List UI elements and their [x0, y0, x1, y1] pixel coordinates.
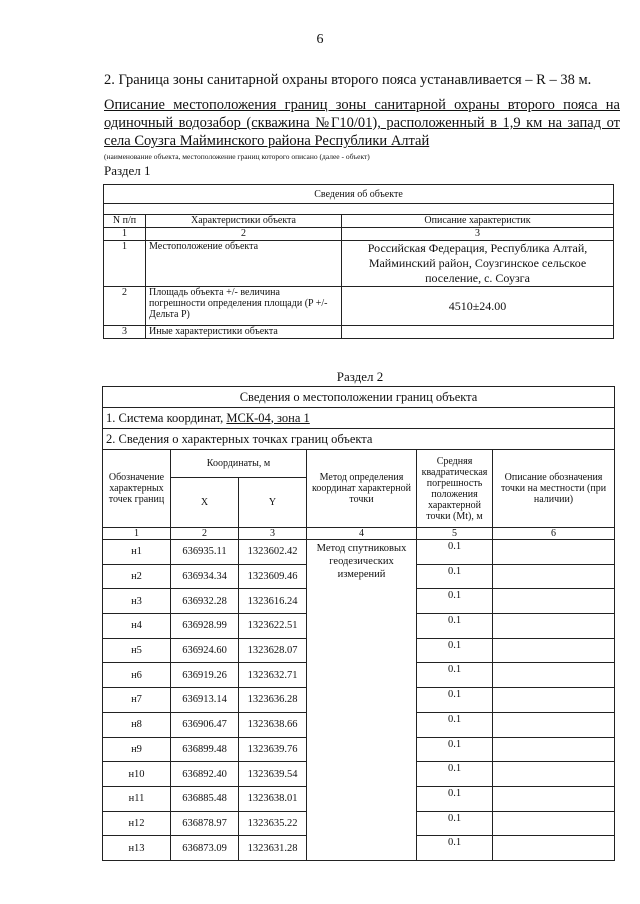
header-accuracy: Средняя квадратическая погрешность положения характерной точки (Mt), м	[417, 450, 493, 528]
table-row	[103, 540, 615, 565]
point-label: н11	[103, 786, 171, 811]
method-cell: Метод спутниковых геодезических измерений	[307, 540, 417, 861]
column-number: 4	[307, 528, 417, 540]
page-number: 6	[316, 32, 324, 47]
point-label: н10	[103, 762, 171, 787]
point-accuracy: 0.1	[417, 762, 493, 787]
column-number: 2	[171, 528, 239, 540]
point-label: н3	[103, 589, 171, 614]
header-point: Обозначение характерных точек границ	[103, 450, 171, 528]
point-description	[493, 614, 615, 639]
sanitary-zone-radius-text: 2. Граница зоны санитарной охраны второго пояса устанавливается – R – 38 м.	[104, 72, 592, 88]
point-description	[493, 663, 615, 688]
boundary-points-table	[102, 386, 615, 861]
row-characteristic: Иные характеристики объекта	[146, 326, 342, 339]
row-characteristic: Площадь объекта +/- величина погрешности определения площади (P +/- Дельта P)	[146, 287, 342, 326]
point-label: н6	[103, 663, 171, 688]
header-characteristic: Характеристики объекта	[146, 215, 342, 228]
header-coordinates: Координаты, м	[171, 450, 307, 478]
point-description	[493, 712, 615, 737]
point-y: 1323638.66	[239, 712, 307, 737]
point-x: 636873.09	[171, 836, 239, 861]
object-info-table-title: Сведения об объекте	[104, 185, 614, 204]
header-x: X	[171, 478, 239, 528]
column-number: 3	[239, 528, 307, 540]
column-number: 1	[103, 528, 171, 540]
point-accuracy: 0.1	[417, 688, 493, 713]
row-value: 4510±24.00	[342, 287, 614, 326]
point-y: 1323609.46	[239, 564, 307, 589]
header-method: Метод определения координат характерной точки	[307, 450, 417, 528]
point-accuracy: 0.1	[417, 638, 493, 663]
point-accuracy: 0.1	[417, 614, 493, 639]
row-number: 2	[104, 287, 146, 326]
point-x: 636906.47	[171, 712, 239, 737]
points-heading: 2. Сведения о характерных точках границ объекта	[103, 429, 615, 450]
row-value	[342, 326, 614, 339]
point-x: 636913.14	[171, 688, 239, 713]
point-x: 636899.48	[171, 737, 239, 762]
point-label: н9	[103, 737, 171, 762]
point-description	[493, 786, 615, 811]
boundary-table-title: Сведения о местоположении границ объекта	[103, 387, 615, 408]
point-x: 636935.11	[171, 540, 239, 565]
table-row	[104, 241, 614, 287]
point-x: 636919.26	[171, 663, 239, 688]
point-label: н5	[103, 638, 171, 663]
point-y: 1323622.51	[239, 614, 307, 639]
object-description: Описание местоположения границ зоны санитарной охраны второго пояса на одиночный водозабор (скважина №Г10/01), расположенный в 1,9 км на запад от села Соузга Майминского района Республики Алтай	[104, 97, 620, 149]
header-y: Y	[239, 478, 307, 528]
header-description: Описание характеристик	[342, 215, 614, 228]
point-x: 636932.28	[171, 589, 239, 614]
point-description	[493, 564, 615, 589]
point-accuracy: 0.1	[417, 836, 493, 861]
point-accuracy: 0.1	[417, 712, 493, 737]
point-accuracy: 0.1	[417, 540, 493, 565]
row-number: 1	[104, 241, 146, 287]
point-description	[493, 811, 615, 836]
point-label: н4	[103, 614, 171, 639]
coordinate-system-label: 1. Система координат,	[106, 410, 227, 425]
point-description	[493, 638, 615, 663]
point-description	[493, 737, 615, 762]
table-row	[104, 326, 614, 339]
point-label: н2	[103, 564, 171, 589]
point-x: 636928.99	[171, 614, 239, 639]
point-y: 1323631.28	[239, 836, 307, 861]
row-characteristic: Местоположение объекта	[146, 241, 342, 287]
point-accuracy: 0.1	[417, 737, 493, 762]
point-label: н12	[103, 811, 171, 836]
point-description	[493, 540, 615, 565]
point-x: 636934.34	[171, 564, 239, 589]
point-y: 1323639.76	[239, 737, 307, 762]
point-description	[493, 836, 615, 861]
section2-title: Раздел 2	[336, 369, 384, 384]
point-x: 636892.40	[171, 762, 239, 787]
point-accuracy: 0.1	[417, 811, 493, 836]
column-number: 1	[104, 228, 146, 241]
point-accuracy: 0.1	[417, 663, 493, 688]
point-label: н13	[103, 836, 171, 861]
section1-title: Раздел 1	[104, 163, 151, 178]
point-label: н8	[103, 712, 171, 737]
point-y: 1323632.71	[239, 663, 307, 688]
row-value: Российская Федерация, Республика Алтай, Майминский район, Соузгинское сельское поселение, с. Соузга	[342, 241, 614, 287]
object-info-table	[103, 184, 614, 339]
point-x: 636924.60	[171, 638, 239, 663]
table-spacer	[104, 204, 614, 215]
column-number: 2	[146, 228, 342, 241]
header-number: N п/п	[104, 215, 146, 228]
column-number: 5	[417, 528, 493, 540]
point-description	[493, 762, 615, 787]
point-description	[493, 589, 615, 614]
point-y: 1323636.28	[239, 688, 307, 713]
point-y: 1323616.24	[239, 589, 307, 614]
point-y: 1323639.54	[239, 762, 307, 787]
object-description-note: (наименование объекта, местоположение границ которого описано (далее - объект)	[104, 152, 370, 161]
point-label: н7	[103, 688, 171, 713]
point-accuracy: 0.1	[417, 589, 493, 614]
point-accuracy: 0.1	[417, 786, 493, 811]
point-label: н1	[103, 540, 171, 565]
point-y: 1323602.42	[239, 540, 307, 565]
header-point-description: Описание обозначения точки на местности (при наличии)	[493, 450, 615, 528]
coordinate-system-row	[103, 408, 615, 429]
coordinate-system-value: МСК-04, зона 1	[226, 410, 310, 425]
point-y: 1323628.07	[239, 638, 307, 663]
column-number: 6	[493, 528, 615, 540]
column-number: 3	[342, 228, 614, 241]
row-number: 3	[104, 326, 146, 339]
point-description	[493, 688, 615, 713]
point-accuracy: 0.1	[417, 564, 493, 589]
table-row	[104, 287, 614, 326]
point-x: 636885.48	[171, 786, 239, 811]
point-y: 1323638.01	[239, 786, 307, 811]
point-y: 1323635.22	[239, 811, 307, 836]
point-x: 636878.97	[171, 811, 239, 836]
